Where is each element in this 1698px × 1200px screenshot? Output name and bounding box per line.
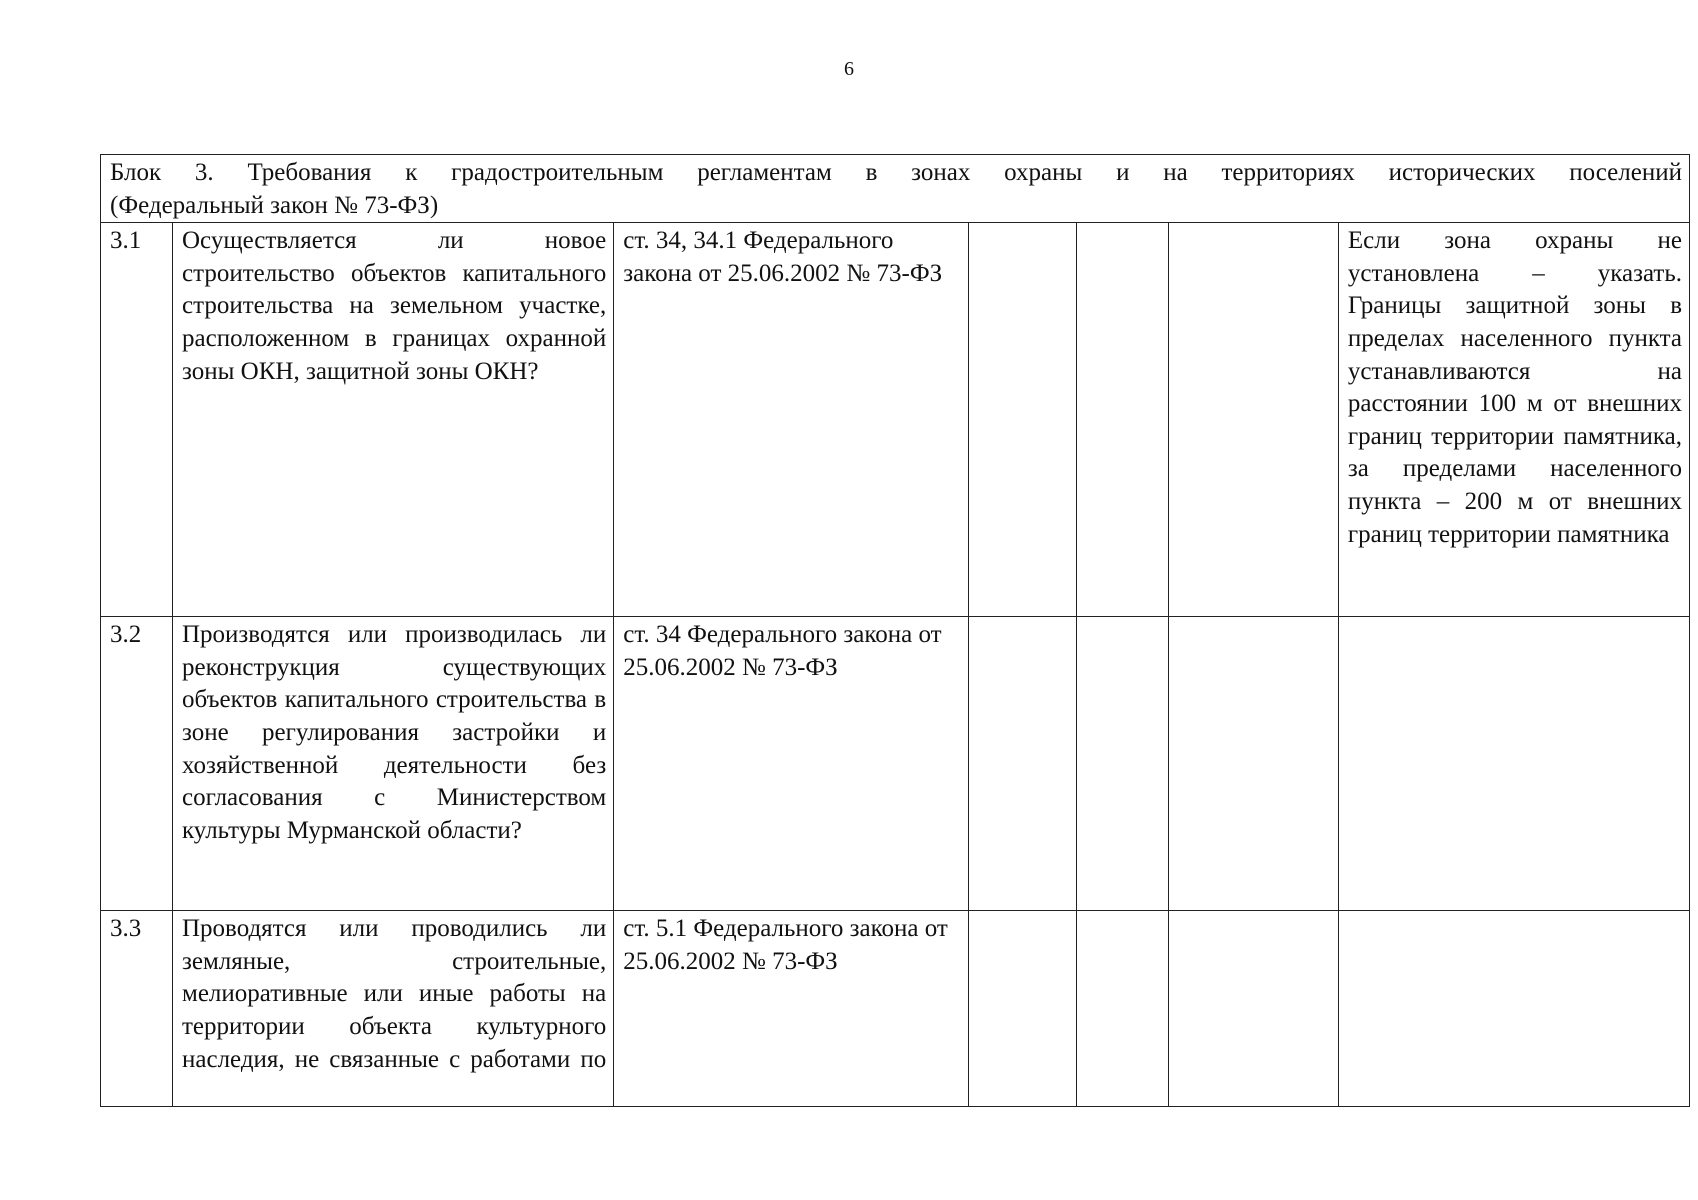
row-empty-cell <box>968 617 1077 911</box>
row-empty-cell <box>968 911 1077 1107</box>
row-empty-cell <box>1168 223 1338 617</box>
requirements-table <box>100 154 1690 1107</box>
block-header-row <box>101 155 1690 223</box>
row-number: 3.1 <box>101 223 173 617</box>
row-reference: ст. 5.1 Федерального закона от 25.06.2002 № 73-ФЗ <box>614 911 968 1107</box>
row-empty-cell <box>1077 223 1168 617</box>
row-empty-cell <box>1077 617 1168 911</box>
block-title <box>101 155 1690 223</box>
row-empty-cell <box>1168 617 1338 911</box>
row-empty-cell <box>1077 911 1168 1107</box>
block-title-line1: Блок 3. Требования к градостроительным регламентам в зонах охраны и на территориях исторических поселений <box>110 159 1682 186</box>
row-note <box>1338 617 1689 911</box>
page-number: 6 <box>844 58 854 80</box>
row-question: Осуществляется ли новое строительство объектов капитального строительства на земельном участке, расположенном в границах охранной зоны ОКН, защитной зоны ОКН? <box>173 223 614 617</box>
row-reference: ст. 34, 34.1 Федерального закона от 25.06.2002 № 73-ФЗ <box>614 223 968 617</box>
row-note <box>1338 911 1689 1107</box>
row-note: Если зона охраны не установлена – указать. Границы защитной зоны в пределах населенного пункта устанавливаются на расстоянии 100 м от внешних границ территории памятника, за пределами населенного пункта – 200 м от внешних границ территории памятника <box>1338 223 1689 617</box>
block-title-line2: (Федеральный закон № 73-ФЗ) <box>110 191 439 219</box>
row-empty-cell <box>968 223 1077 617</box>
table-row <box>101 223 1690 617</box>
row-question: Проводятся или проводились ли земляные, строительные, мелиоративные или иные работы на территории объекта культурного наследия, не связанные с работами по <box>173 911 614 1107</box>
row-empty-cell <box>1168 911 1338 1107</box>
row-number: 3.2 <box>101 617 173 911</box>
table-row <box>101 911 1690 1107</box>
table-row <box>101 617 1690 911</box>
row-question: Производятся или производилась ли реконструкция существующих объектов капитального строительства в зоне регулирования застройки и хозяйственной деятельности без согласования с Министерством культуры Мурманской области? <box>173 617 614 911</box>
row-number: 3.3 <box>101 911 173 1107</box>
row-reference: ст. 34 Федерального закона от 25.06.2002 № 73-ФЗ <box>614 617 968 911</box>
